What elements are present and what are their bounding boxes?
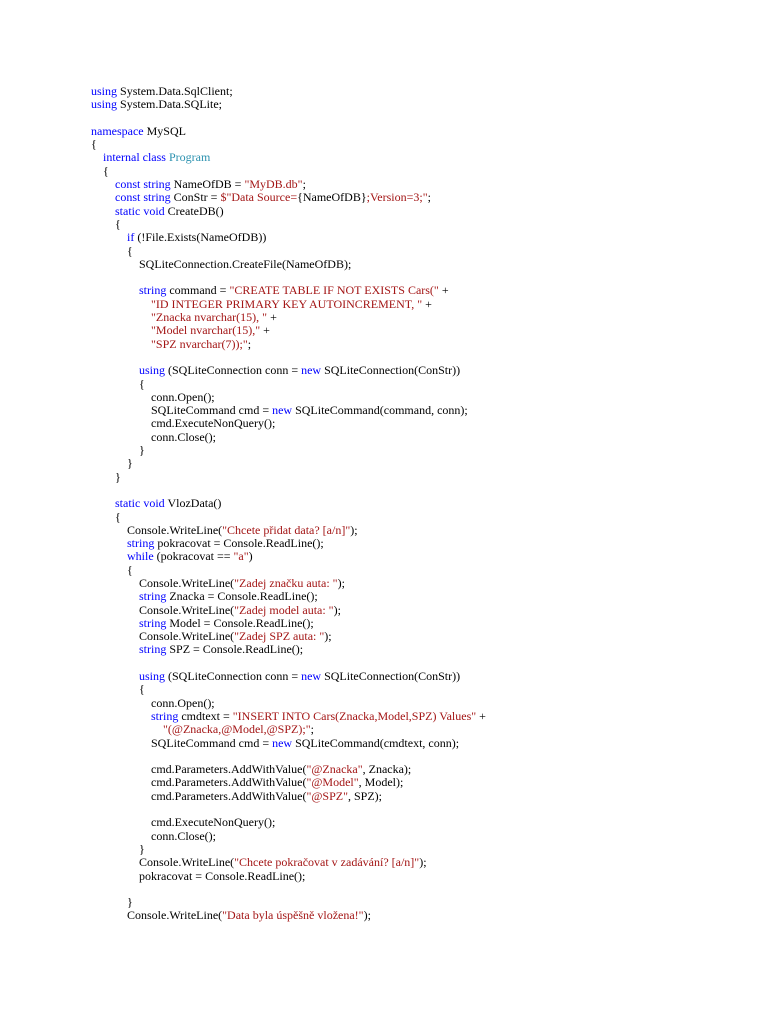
code-token xyxy=(91,190,115,204)
code-token xyxy=(91,337,151,351)
code-token: Console.WriteLine( xyxy=(91,629,235,644)
code-line xyxy=(91,457,751,470)
code-line xyxy=(91,843,751,856)
code-token: ; xyxy=(310,722,314,737)
code-line xyxy=(91,471,751,484)
code-token: ; xyxy=(427,190,431,205)
code-token: cmd.ExecuteNonQuery(); xyxy=(91,815,276,830)
code-line xyxy=(91,657,751,670)
code-line xyxy=(91,670,751,683)
code-line xyxy=(91,896,751,909)
code-token: { xyxy=(91,243,133,258)
code-token: + xyxy=(438,283,449,298)
code-token: ); xyxy=(419,855,427,870)
keyword-token: static void xyxy=(115,203,165,218)
keyword-token: string xyxy=(139,589,167,604)
code-token: ; xyxy=(302,177,306,192)
type-token: Program xyxy=(168,150,211,165)
string-token: $"Data Source= xyxy=(220,190,298,205)
keyword-token: new xyxy=(301,363,322,378)
code-line xyxy=(91,231,751,244)
code-line xyxy=(91,338,751,351)
code-token: { xyxy=(91,682,145,697)
keyword-token: using xyxy=(139,363,166,378)
code-line xyxy=(91,138,751,151)
code-line xyxy=(91,803,751,816)
code-token xyxy=(91,283,139,297)
keyword-token: string xyxy=(139,642,167,657)
code-token: {NameOfDB} xyxy=(297,190,367,205)
code-token xyxy=(91,669,139,683)
code-line xyxy=(91,125,751,138)
code-line xyxy=(91,484,751,497)
string-token: "@SPZ" xyxy=(306,788,348,803)
keyword-token: static void xyxy=(115,496,165,511)
code-line xyxy=(91,710,751,723)
code-token: conn.Close(); xyxy=(91,429,216,444)
code-token: (!File.Exists(NameOfDB)) xyxy=(134,230,267,245)
keyword-token: new xyxy=(272,403,293,418)
code-token: pokracovat = Console.ReadLine(); xyxy=(91,868,306,883)
code-token: Console.WriteLine( xyxy=(91,602,235,617)
keyword-token: new xyxy=(301,669,322,684)
code-token: } xyxy=(91,456,133,471)
code-line xyxy=(91,511,751,524)
code-token: SQLiteCommand cmd = xyxy=(91,735,273,750)
code-line xyxy=(91,378,751,391)
code-line xyxy=(91,271,751,284)
code-line xyxy=(91,763,751,776)
string-token: "(@Znacka,@Model,@SPZ);" xyxy=(163,722,311,737)
keyword-token: string xyxy=(151,708,179,723)
keyword-token: string xyxy=(139,615,167,630)
code-line xyxy=(91,870,751,883)
code-line xyxy=(91,431,751,444)
code-token: SQLiteConnection.CreateFile(NameOfDB); xyxy=(91,256,352,271)
code-token: + xyxy=(422,296,432,311)
keyword-token: using xyxy=(91,84,118,98)
code-line xyxy=(91,364,751,377)
code-line xyxy=(91,856,751,869)
string-token: "CREATE TABLE IF NOT EXISTS Cars(" xyxy=(229,283,439,298)
code-line xyxy=(91,604,751,617)
code-token: cmd.Parameters.AddWithValue( xyxy=(91,775,307,790)
keyword-token: using xyxy=(139,669,166,684)
code-line xyxy=(91,497,751,510)
code-line xyxy=(91,630,751,643)
code-token: { xyxy=(91,509,121,524)
code-line xyxy=(91,776,751,789)
code-token: { xyxy=(91,216,121,231)
code-token xyxy=(91,150,103,164)
keyword-token: string xyxy=(139,283,167,298)
code-token: } xyxy=(91,469,121,484)
code-token: cmd.Parameters.AddWithValue( xyxy=(91,788,307,803)
code-token: pokracovat = Console.ReadLine(); xyxy=(154,536,324,551)
code-token: } xyxy=(91,443,145,458)
string-token: "Chcete přidat data? [a/n]" xyxy=(222,522,351,537)
string-token: "Chcete pokračovat v zadávání? [a/n]" xyxy=(234,855,420,870)
code-line xyxy=(91,564,751,577)
keyword-token: internal class xyxy=(103,150,166,165)
code-token xyxy=(91,230,127,244)
code-token: + xyxy=(267,310,277,325)
code-token xyxy=(91,536,127,550)
code-listing xyxy=(91,85,751,923)
code-line xyxy=(91,883,751,896)
code-token: (SQLiteConnection conn = xyxy=(165,669,302,684)
code-line xyxy=(91,790,751,803)
code-token: ); xyxy=(324,629,332,644)
code-line xyxy=(91,98,751,111)
code-line xyxy=(91,258,751,271)
code-token: SQLiteConnection(ConStr)) xyxy=(321,669,461,684)
code-token: } xyxy=(91,895,133,910)
code-line xyxy=(91,524,751,537)
code-token: , Znacka); xyxy=(362,762,412,777)
code-line xyxy=(91,112,751,125)
code-line xyxy=(91,550,751,563)
code-line xyxy=(91,284,751,297)
code-token: { xyxy=(91,163,109,178)
code-line xyxy=(91,830,751,843)
code-token: (pokracovat == xyxy=(153,549,234,564)
code-token: (SQLiteConnection conn = xyxy=(165,363,302,378)
code-line xyxy=(91,404,751,417)
keyword-token: const string xyxy=(115,190,171,205)
keyword-token: string xyxy=(127,536,155,551)
code-line xyxy=(91,391,751,404)
string-token: "@Znacka" xyxy=(306,762,363,777)
code-line xyxy=(91,683,751,696)
string-token: "ID INTEGER PRIMARY KEY AUTOINCREMENT, " xyxy=(151,296,423,311)
string-token: ;Version=3;" xyxy=(366,190,428,205)
code-line xyxy=(91,417,751,430)
code-token xyxy=(91,642,139,656)
code-token: ); xyxy=(363,908,371,923)
code-token: SQLiteCommand cmd = xyxy=(91,403,273,418)
code-token xyxy=(91,297,151,311)
code-line xyxy=(91,617,751,630)
code-line xyxy=(91,205,751,218)
code-token: cmd.Parameters.AddWithValue( xyxy=(91,762,307,777)
code-token: ) xyxy=(248,549,253,564)
code-token: , SPZ); xyxy=(348,788,383,803)
code-token: Console.WriteLine( xyxy=(91,522,223,537)
string-token: "MyDB.db" xyxy=(244,177,303,192)
string-token: "Data byla úspěšně vložena!" xyxy=(222,908,364,923)
string-token: "Zadej značku auta: " xyxy=(234,575,338,590)
code-token: MySQL xyxy=(143,123,186,138)
string-token: "Zadej model auta: " xyxy=(234,602,334,617)
code-line xyxy=(91,151,751,164)
code-token: NameOfDB = xyxy=(170,177,245,192)
code-token: conn.Close(); xyxy=(91,828,216,843)
code-token: cmd.ExecuteNonQuery(); xyxy=(91,416,276,431)
string-token: "@Model" xyxy=(306,775,359,790)
code-token: SPZ = Console.ReadLine(); xyxy=(166,642,304,657)
code-token: ; xyxy=(247,336,252,351)
keyword-token: if xyxy=(127,230,135,245)
string-token: "INSERT INTO Cars(Znacka,Model,SPZ) Values" xyxy=(232,708,477,723)
code-token: { xyxy=(91,376,145,391)
code-token: Console.WriteLine( xyxy=(91,855,235,870)
code-line xyxy=(91,737,751,750)
code-token: ); xyxy=(350,522,358,537)
code-token: Console.WriteLine( xyxy=(91,908,223,923)
code-token xyxy=(91,722,163,736)
code-line xyxy=(91,165,751,178)
code-token: command = xyxy=(166,283,230,298)
code-token xyxy=(91,310,151,324)
code-token: CreateDB() xyxy=(164,203,224,218)
code-token xyxy=(91,709,151,723)
code-token: SQLiteCommand(command, conn); xyxy=(292,403,468,418)
code-line xyxy=(91,750,751,763)
string-token: "Zadej SPZ auta: " xyxy=(234,629,325,644)
keyword-token: using xyxy=(91,97,118,112)
code-token xyxy=(91,549,127,563)
code-line xyxy=(91,444,751,457)
code-line xyxy=(91,577,751,590)
code-token: + xyxy=(476,708,486,723)
code-token: { xyxy=(91,562,133,577)
code-token: cmdtext = xyxy=(178,708,233,723)
keyword-token: namespace xyxy=(91,123,144,138)
code-token: ConStr = xyxy=(170,190,221,205)
code-token: Model = Console.ReadLine(); xyxy=(166,615,314,630)
code-token xyxy=(91,616,139,630)
code-token: } xyxy=(91,841,145,856)
code-token: System.Data.SqlClient; xyxy=(117,84,233,98)
code-token: , Model); xyxy=(358,775,404,790)
string-token: "Model nvarchar(15)," xyxy=(151,323,261,338)
code-token: ); xyxy=(333,602,341,617)
code-token: Console.WriteLine( xyxy=(91,575,235,590)
code-token: + xyxy=(260,323,270,338)
code-token xyxy=(91,589,139,603)
code-token: VlozData() xyxy=(164,496,222,511)
code-token: System.Data.SQLite; xyxy=(117,97,223,112)
code-token xyxy=(91,496,115,510)
string-token: "a" xyxy=(233,549,249,564)
code-line xyxy=(91,311,751,324)
code-line xyxy=(91,85,751,98)
code-token: conn.Open(); xyxy=(91,695,215,710)
code-line xyxy=(91,643,751,656)
keyword-token: while xyxy=(127,549,154,564)
string-token: "SPZ nvarchar(7));" xyxy=(151,336,248,351)
code-line xyxy=(91,245,751,258)
string-token: "Znacka nvarchar(15), " xyxy=(151,310,268,325)
code-line xyxy=(91,723,751,736)
code-token: SQLiteCommand(cmdtext, conn); xyxy=(292,735,460,750)
code-token: Znacka = Console.ReadLine(); xyxy=(166,589,318,604)
code-line xyxy=(91,697,751,710)
keyword-token: const string xyxy=(115,177,171,192)
code-token xyxy=(91,363,139,377)
code-token xyxy=(91,204,115,218)
code-line xyxy=(91,298,751,311)
code-line xyxy=(91,909,751,922)
code-line xyxy=(91,324,751,337)
code-line xyxy=(91,178,751,191)
code-token: { xyxy=(91,137,97,152)
code-line xyxy=(91,351,751,364)
code-token: conn.Open(); xyxy=(91,389,215,404)
code-line xyxy=(91,218,751,231)
code-line xyxy=(91,537,751,550)
code-line xyxy=(91,191,751,204)
code-token: SQLiteConnection(ConStr)) xyxy=(321,363,461,378)
code-token xyxy=(91,177,115,191)
code-token: ); xyxy=(337,575,345,590)
code-line xyxy=(91,590,751,603)
code-token xyxy=(91,323,151,337)
keyword-token: new xyxy=(272,735,293,750)
code-line xyxy=(91,816,751,829)
